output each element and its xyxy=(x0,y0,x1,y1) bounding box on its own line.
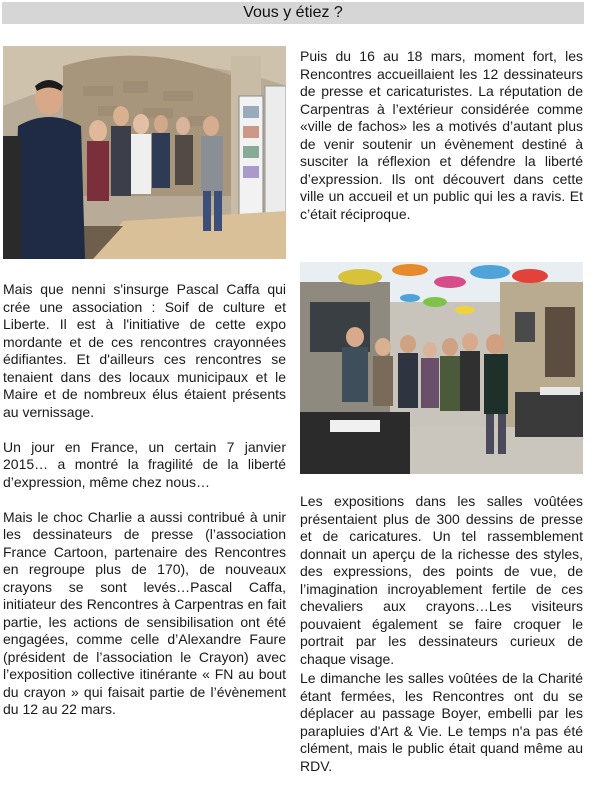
paragraph: Un jour en France, un certain 7 janvier 2015… a montré la fragilité de la liberté d’expression, même chez nous… xyxy=(3,438,286,490)
paragraph: Puis du 16 au 18 mars, moment fort, les Rencontres accueillaient les 12 dessinateurs de presse et caricaturistes. La réputation de Carpentras à l’extérieur considérée comme «ville de fachos» les a motivés d’autant plus de venir soutenir un évènement destiné à susciter la réflexion et défendre la liberté d’expression. Ils ont découvert dans cette ville un accueil et un public qui les a ravis. Et c’était réciproque. xyxy=(300,48,583,222)
left-column xyxy=(3,281,286,719)
section-header xyxy=(2,2,584,24)
paragraph: Mais le choc Charlie a aussi contribué à unir les dessinateurs de presse (l’association France Cartoon, partenaire des Rencontres en regroupe plus de 170), de nouveaux crayons se sont levés…Pascal Caffa, initiateur des Rencontres à Carpentras en fait partie, les actions de sensibilisation ont été engagées, comme celle d’Alexandre Faure (président de l’association le Crayon) avec l’exposition collective itinérante « FN au bout du crayon » qui faisait partie de l’évènement du 12 au 22 mars. xyxy=(3,508,286,717)
paragraph: Le dimanche les salles voûtées de la Charité étant fermées, les Rencontres ont du se déplacer au passage Boyer, embelli par les parapluies d'Art & Vie. Le temps n'a pas été clément, mais le public était quand même au RDV. xyxy=(300,670,583,774)
page-title: Vous y étiez ? xyxy=(243,4,343,21)
exhibition-visitors-illustration xyxy=(3,46,286,259)
right-column-intro xyxy=(300,48,583,223)
paragraph: Les expositions dans les salles voûtées présentaient plus de 300 dessins de presse et de caricatures. Un tel rassemblement donnait un aperçu de la richesse des styles, des expressions, des points de vue, de l’imagination incroyablement fertile de ces chevaliers aux crayons…Les visiteurs pouvaient également se faire croquer le portrait par les dessinateurs curieux de chaque visage. xyxy=(300,493,583,667)
cartoonists-group-illustration xyxy=(300,262,583,474)
paragraph: Mais que nenni s'insurge Pascal Caffa qui crée une association : Soif de culture et Liberte. Il est à l'initiative de cette expo mordante et de ces rencontres crayonnées édifiantes. Et d'ailleurs ces rencontres se tenaient dans des locaux municipaux et le Maire et de nombreux élus étaient présents au vernissage. xyxy=(3,281,286,420)
right-column-lower xyxy=(300,493,583,775)
exhibition-visitors-photo xyxy=(3,46,286,259)
cartoonists-group-photo xyxy=(300,262,583,474)
